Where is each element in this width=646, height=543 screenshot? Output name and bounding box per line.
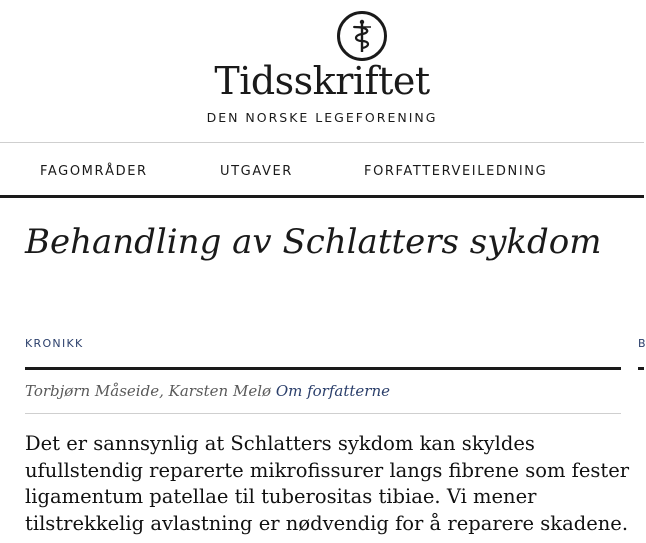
nav-item-utgaver[interactable]: UTGAVER <box>220 164 293 179</box>
category-divider <box>25 367 621 370</box>
byline-divider <box>25 413 621 414</box>
author-names: Torbjørn Måseide, Karsten Melø <box>25 382 272 400</box>
rod-of-asclepius-icon[interactable] <box>337 11 387 61</box>
nav-divider <box>0 195 644 198</box>
article-lead: Det er sannsynlig at Schlatters sykdom kan skyldes ufullstendig reparerte mikrofissurer langs fibrene som fester ligamentum patellae til tuberositas tibiae. Vi mener tilstrekkelig avlastning er nødvendig for å reparere skadene. <box>25 432 630 535</box>
main-nav <box>0 143 644 195</box>
site-header <box>0 0 644 142</box>
article-byline <box>25 382 390 400</box>
article-category-link[interactable]: KRONIKK <box>25 337 84 350</box>
side-column-divider <box>638 367 644 370</box>
article-title: Behandling av Schlatters sykdom <box>25 222 602 262</box>
site-logo-subtitle: DEN NORSKE LEGEFORENING <box>206 110 438 125</box>
nav-item-fagomrader[interactable]: FAGOMRÅDER <box>40 164 148 179</box>
about-authors-link[interactable]: Om forfatterne <box>275 382 390 400</box>
nav-item-forfatterveiledning[interactable]: FORFATTERVEILEDNING <box>364 164 548 179</box>
emblem-graphic <box>340 14 384 58</box>
site-logo-wordmark[interactable]: Tidsskriftet <box>214 59 430 103</box>
side-column-fragment: B <box>638 337 646 350</box>
